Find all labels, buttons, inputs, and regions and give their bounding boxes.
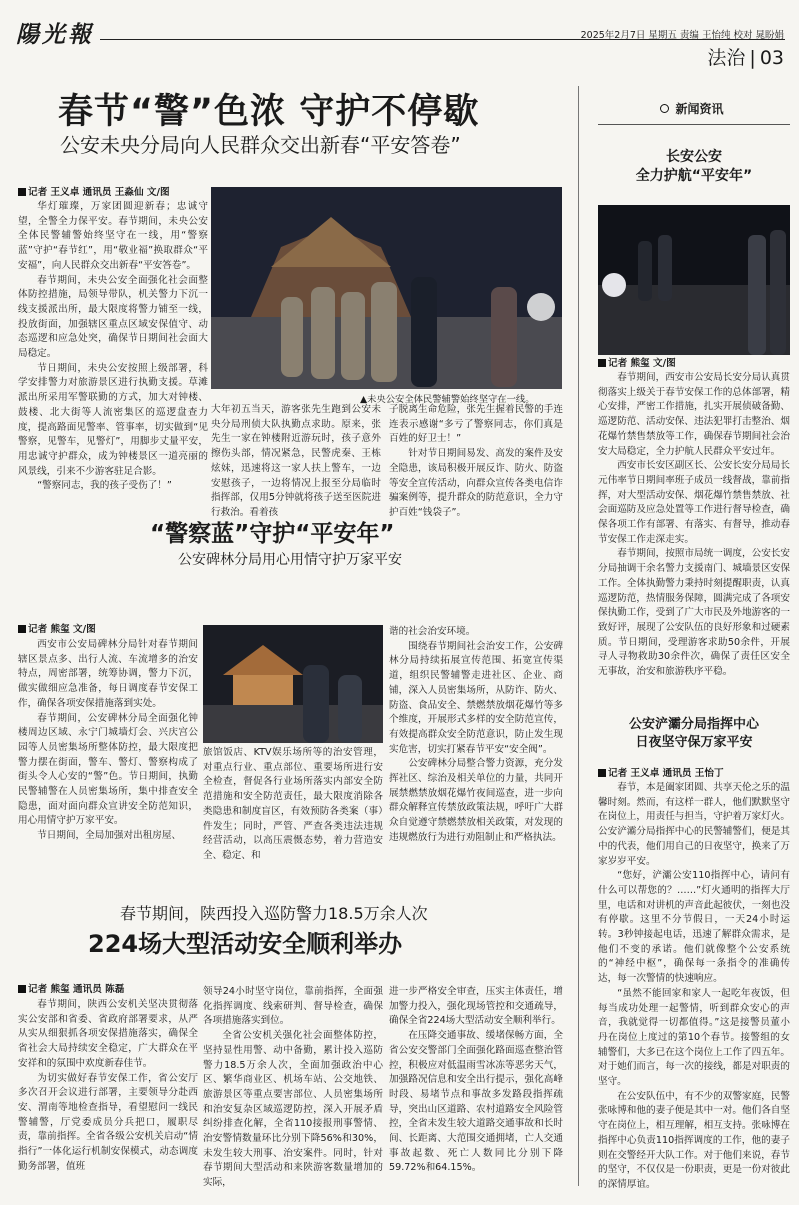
sidebar-s1-title2: 全力护航“平安年”	[635, 168, 753, 184]
paragraph: 节日期间，未央公安按照上级部署，科学安排警力对旅游景区进行执勤支援。草滩派出所采用军警联勤的方式，加大对钟楼、鼓楼、北大街等人流密集区的巡逻盘查力度，提高路面见警率、管事率，切实做到“见警察，见警车，见警灯”，用脚步丈量平安，用忠诚守护群众，成为钟楼景区一道亮丽的风景线，引来不少游客驻足合影。	[18, 362, 208, 477]
black-square-icon	[598, 359, 606, 367]
paragraph: 谐的社会治安环境。	[389, 626, 476, 637]
paragraph: 进一步严格安全审查，压实主体责任，增加警力投入，强化现场管控和交通疏导，确保全省224场大型活动安全顺利举行。	[389, 986, 563, 1027]
sidebar-s1-byline: 记者 熊玺 文/图	[598, 357, 790, 372]
paragraph: 旅馆饭店、KTV娱乐场所等的治安管理，对重点行业、重点部位、重要场所进行安全检查，督促各行业场所落实内部安全防范措施和安全防范责任，最大限度消除各类隐患和制度盲区，有效预防各类案（事）件发生；同时，严管、严查各类违法违规经营活动，以高压震慑态势，着力营造安全、稳定、和	[203, 747, 383, 861]
story3-col2	[203, 985, 383, 1191]
section-divider: |	[749, 47, 756, 69]
sidebar-label-rule	[598, 124, 790, 125]
story3-title: 春节期间，陕西投入巡防警力18.5万余人次	[120, 904, 428, 923]
paragraph: “您好，浐灞公安110指挥中心，请问有什么可以帮您的？……”灯火通明的指挥大厅里，电话和对讲机的声音此起彼伏，一刻也没有停歇。这里不分节假日，一天24小时运转。3秒钟接起电话，迅速了解群众需求，是他们不变的承诺。他们就像整个公安系统的“神经中枢”，确保每一条指令的准确传达，每一次警情的快速响应。	[598, 870, 790, 985]
paragraph: 春节期间，西安市公安局长安分局认真贯彻落实上级关于春节安保工作的总体部署，精心安排，严密工作措施，扎实开展侦破备勤、巡逻防范、活动安保、违法犯罪打击整治、烟花爆竹禁售禁放等工作，确保春节期间社会治安大局稳定，全力护航人民群众平安过年。	[598, 372, 790, 457]
story3-col1	[18, 998, 198, 1174]
paragraph: 春节期间，陕西公安机关坚决贯彻落实公安部和省委、省政府部署要求，从严从实从细狠抓各项安保措施落实，确保全省社会大局持续安全稳定，广大群众在平安祥和的氛围中欢度新春佳节。	[18, 999, 198, 1069]
paragraph: “虽然不能回家和家人一起吃年夜饭，但每当成功处理一起警情，听到群众安心的声音，我就觉得一切都值得。”这是接警员董小丹在岗位上度过的第10个春节。接警组的女辅警们，大多已在这个岗位上工作了四五年。对于她们而言，每一次的接线，都是对职责的坚守。	[598, 987, 790, 1088]
black-square-icon	[18, 188, 26, 196]
story3-subtitle: 224场大型活动安全顺利举办	[88, 930, 403, 958]
masthead	[0, 0, 799, 80]
sidebar-s2-title1: 公安浐灞分局指挥中心	[628, 717, 759, 732]
black-square-icon	[18, 985, 26, 993]
paragraph: 子脱离生命危险，张先生握着民警的手连连表示感谢“多亏了警察同志，你们真是百姓的好卫士！”	[389, 404, 563, 445]
story2-byline: 记者 熊玺 文/图	[18, 623, 198, 638]
sidebar-s2-title2: 日夜坚守保万家平安	[635, 735, 753, 750]
paragraph: 大年初五当天，游客张先生跑到公安未央分局刑侦大队执勤点求助。原来，张先生一家在钟楼附近游玩时，孩子意外擦伤头部，情况紧急，民警虎秦、王栋炫妹，迅速将这一家人扶上警车，一边安慰孩子，一边将情况上报至分局临时指挥部，仅用5分钟就将孩子送至医院进行救治。看着孩	[211, 404, 381, 518]
paragraph: 为切实做好春节安保工作，省公安厅多次召开会议进行部署，主要领导分赴西安、渭南等地检查指导，看望慰问一线民警辅警，厅党委成员分兵把口，履职尽责，靠前指挥。全省各级公安机关启动“情指行”一体化运行机制安保模式，动态调度勤务部署，值班	[18, 1072, 198, 1172]
sidebar-s2-byline: 记者 王义卓 通讯员 王怡丁	[598, 767, 790, 782]
paragraph: 公安碑林分局整合警力资源，充分发挥社区、综治及相关单位的力量，共同开展禁燃禁放烟花爆竹夜间巡查，进一步向群众解释宣传禁放政策法规，呼吁广大群众自觉遵守禁燃禁放相关政策，对发现的违规燃放行为进行劝阻制止和严格执法。	[389, 758, 563, 843]
date-line: 2025年2月7日 星期五 责编 王怡纯 校对 晁盼娟	[580, 30, 784, 41]
story1-photo-caption: ▲未央公安全体民警辅警始终坚守在一线。	[360, 394, 535, 405]
paragraph: 在压降交通事故、缓堵保畅方面，全省公安交警部门全面强化路面巡查整治管控，积极应对低温雨雪冰冻等恶劣天气，加强路况信息和安全出行提示，强化高峰时段、易堵节点和事故多发路段指挥疏导，突出山区道路、农村道路安全风险管控，全省未发生较大道路交通事故和长时间、长距离、大范围交通拥堵，亡人交通事故起数、死亡人数同比分别下降59.72%和64.15%。	[389, 1030, 563, 1174]
black-square-icon	[18, 625, 26, 633]
sidebar-s1-title1: 长安公安	[666, 149, 722, 165]
story3-byline: 记者 熊玺 通讯员 陈磊	[18, 983, 198, 998]
sidebar-label: 新闻资讯	[675, 101, 724, 116]
sidebar-label-box	[612, 98, 772, 118]
night-patrol-photo	[598, 205, 790, 355]
section-name: 法治	[707, 47, 746, 69]
story2-col3	[389, 625, 563, 846]
police-patrol-photo	[211, 187, 562, 389]
sidebar-s1-photo	[598, 205, 790, 355]
circle-icon	[660, 104, 669, 113]
story1-col2	[211, 403, 381, 521]
paragraph: “警察同志，我的孩子受伤了！”	[37, 480, 172, 492]
paragraph: 春节期间，未央公安全面强化社会面整体防控措施，局领导带队，机关警力下沉一线支援派出所，最大限度将警力铺至一线，投放街面，加强辖区重点区域安保值守、动态巡逻和应急处突，确保节日期间社会面大局稳定。	[18, 274, 208, 360]
paragraph: 春节期间，公安碑林分局全面强化钟楼周边区域、永宁门城墙灯会、兴庆宫公园等人员密集场所整体防控，最大限度把警力摆在街面，警车、警灯、警察构成了街头令人心安的“警”色。节日期间，执勤民警辅警在人员密集场所，集中排查安全隐患，面对面向群众宣讲安全防范知识，用心用情守护万家平安。	[18, 712, 198, 827]
black-square-icon	[598, 769, 606, 777]
column-divider	[578, 86, 579, 1186]
page-number: 03	[759, 47, 784, 69]
paragraph: 领导24小时坚守岗位，靠前指挥，全面强化指挥调度、线索研判、督导检查，确保各项措施落实到位。	[203, 986, 383, 1027]
story1-col1	[18, 200, 208, 494]
newspaper-logo: 陽光報	[16, 21, 94, 48]
story2-title: “警察蓝”守护“平安年”	[150, 521, 395, 547]
paragraph: 全省公安机关强化社会面整体防控，坚持显性用警、动中备勤，累计投入巡防警力18.5万余人次，全面加强政治中心区、繁华商业区、机场车站、公交地铁、旅游景区等重点要害部位、人员密集场所和治安复杂区域巡逻防控，深入开展矛盾纠纷排查化解，全省110接报刑事警情、治安警情数量环比分别下降56%和30%，未发生较大刑事、治安案件。同时，针对春节期间大型活动和来陕游客数量增加的实际，	[203, 1030, 383, 1189]
paragraph: 围绕春节期间社会治安工作，公安碑林分局持续拓展宣传范围、拓宽宣传渠道，组织民警辅警走进社区、企业、商铺，深入人员密集场所，从防诈、防火、防盗、食品安全、禁燃禁放烟花爆竹等多个维度，开展形式多样的安全防范宣传，有效提高群众安全防范意识，防止发生现实危害，切实打紧春节平安“安全阀”。	[389, 640, 563, 755]
paragraph: 春节，本是阖家团圆、共享天伦之乐的温馨时刻。然而，有这样一群人，他们默默坚守在岗位上，用责任与担当，守护着万家灯火。公安浐灞分局指挥中心的民警辅警们，便是其中的代表，他们用自己的日夜坚守，换来了万家岁岁平安。	[598, 782, 790, 867]
story1-col3	[389, 403, 563, 521]
story1-byline: 记者 王义卓 通讯员 王淼仙 文/图	[18, 186, 208, 201]
story1-subtitle: 公安未央分局向人民群众交出新春“平安答卷”	[60, 133, 461, 157]
section-label	[707, 43, 784, 70]
story1-title: 春节“警”色浓 守护不停歇	[58, 92, 480, 132]
paragraph: 西安市长安区副区长、公安长安分局局长元伟率节日期间率班子成员一线督战，靠前指挥，对大型活动安保、烟花爆竹禁售禁放、社会面巡防及应急处置等工作进行督导检查，确保各项工作有部署、有落实、有督导，推动春节安保工作走深走实。	[598, 460, 790, 545]
paragraph: 华灯璀璨，万家团圆迎新春；忠诚守望，全警全力保平安。春节期间，未央公安全体民警辅警始终坚守在一线，用“警察蓝”守护“春节红”，用“敬业福”换取群众“平安福”，向人民群众交出新春“平安答卷”。	[18, 201, 208, 271]
story2-col1	[18, 638, 198, 844]
paragraph: 节日期间，全局加强对出租房屋、	[37, 830, 182, 842]
paragraph: 在公安队伍中，有不少的双警家庭，民警张咏博和他的妻子便是其中一对。他们各自坚守在岗位上，相互理解，相互支持。张咏博在指挥中心负责110指挥调度的工作，他的妻子则在交警经开大队工作。对于他们来说，春节的坚守，不仅仅是一份职责，更是一份对彼此的深情厚谊。	[598, 1090, 790, 1190]
paragraph: 西安市公安局碑林分局针对春节期间辖区景点多、出行人流、车流增多的治安特点，周密部署，统筹协调，警力下沉，做实做细应急准备，每日调度春节安保工作，确保各项安保措施落到实处。	[18, 639, 198, 709]
story2-subtitle: 公安碑林分局用心用情守护万家平安	[178, 552, 402, 568]
paragraph: 针对节日期间易发、高发的案件及安全隐患，该局积极开展反诈、防火、防盗等安全宣传活动，向群众宣传各类电信诈骗案例等，提升群众的防范意识，全力守护百姓“钱袋子”。	[389, 448, 563, 518]
story3-col3	[389, 985, 563, 1176]
sidebar-s2-body	[598, 781, 790, 1193]
story2-col2	[203, 746, 383, 864]
story2-photo	[203, 625, 383, 743]
sidebar-s1-body	[598, 371, 790, 680]
story1-photo	[211, 187, 562, 389]
paragraph: 春节期间，按照市局统一调度，公安长安分局抽调干余名警力支援南门、城墙景区安保工作。全体执勤警力秉持时刻提醒职责，认真巡逻防范，热情服务保障，圆满完成了各项安保执勤工作，受到了广大市民及外地游客的一致好评，展现了公安队伍的良好形象和过硬素质。节日期间，受理游客求助50余件，开展寻人寻物救助30余件次，确保了责任区安全无事故，治安和旅游秩序平稳。	[598, 548, 790, 678]
night-checkpoint-photo	[203, 625, 383, 743]
